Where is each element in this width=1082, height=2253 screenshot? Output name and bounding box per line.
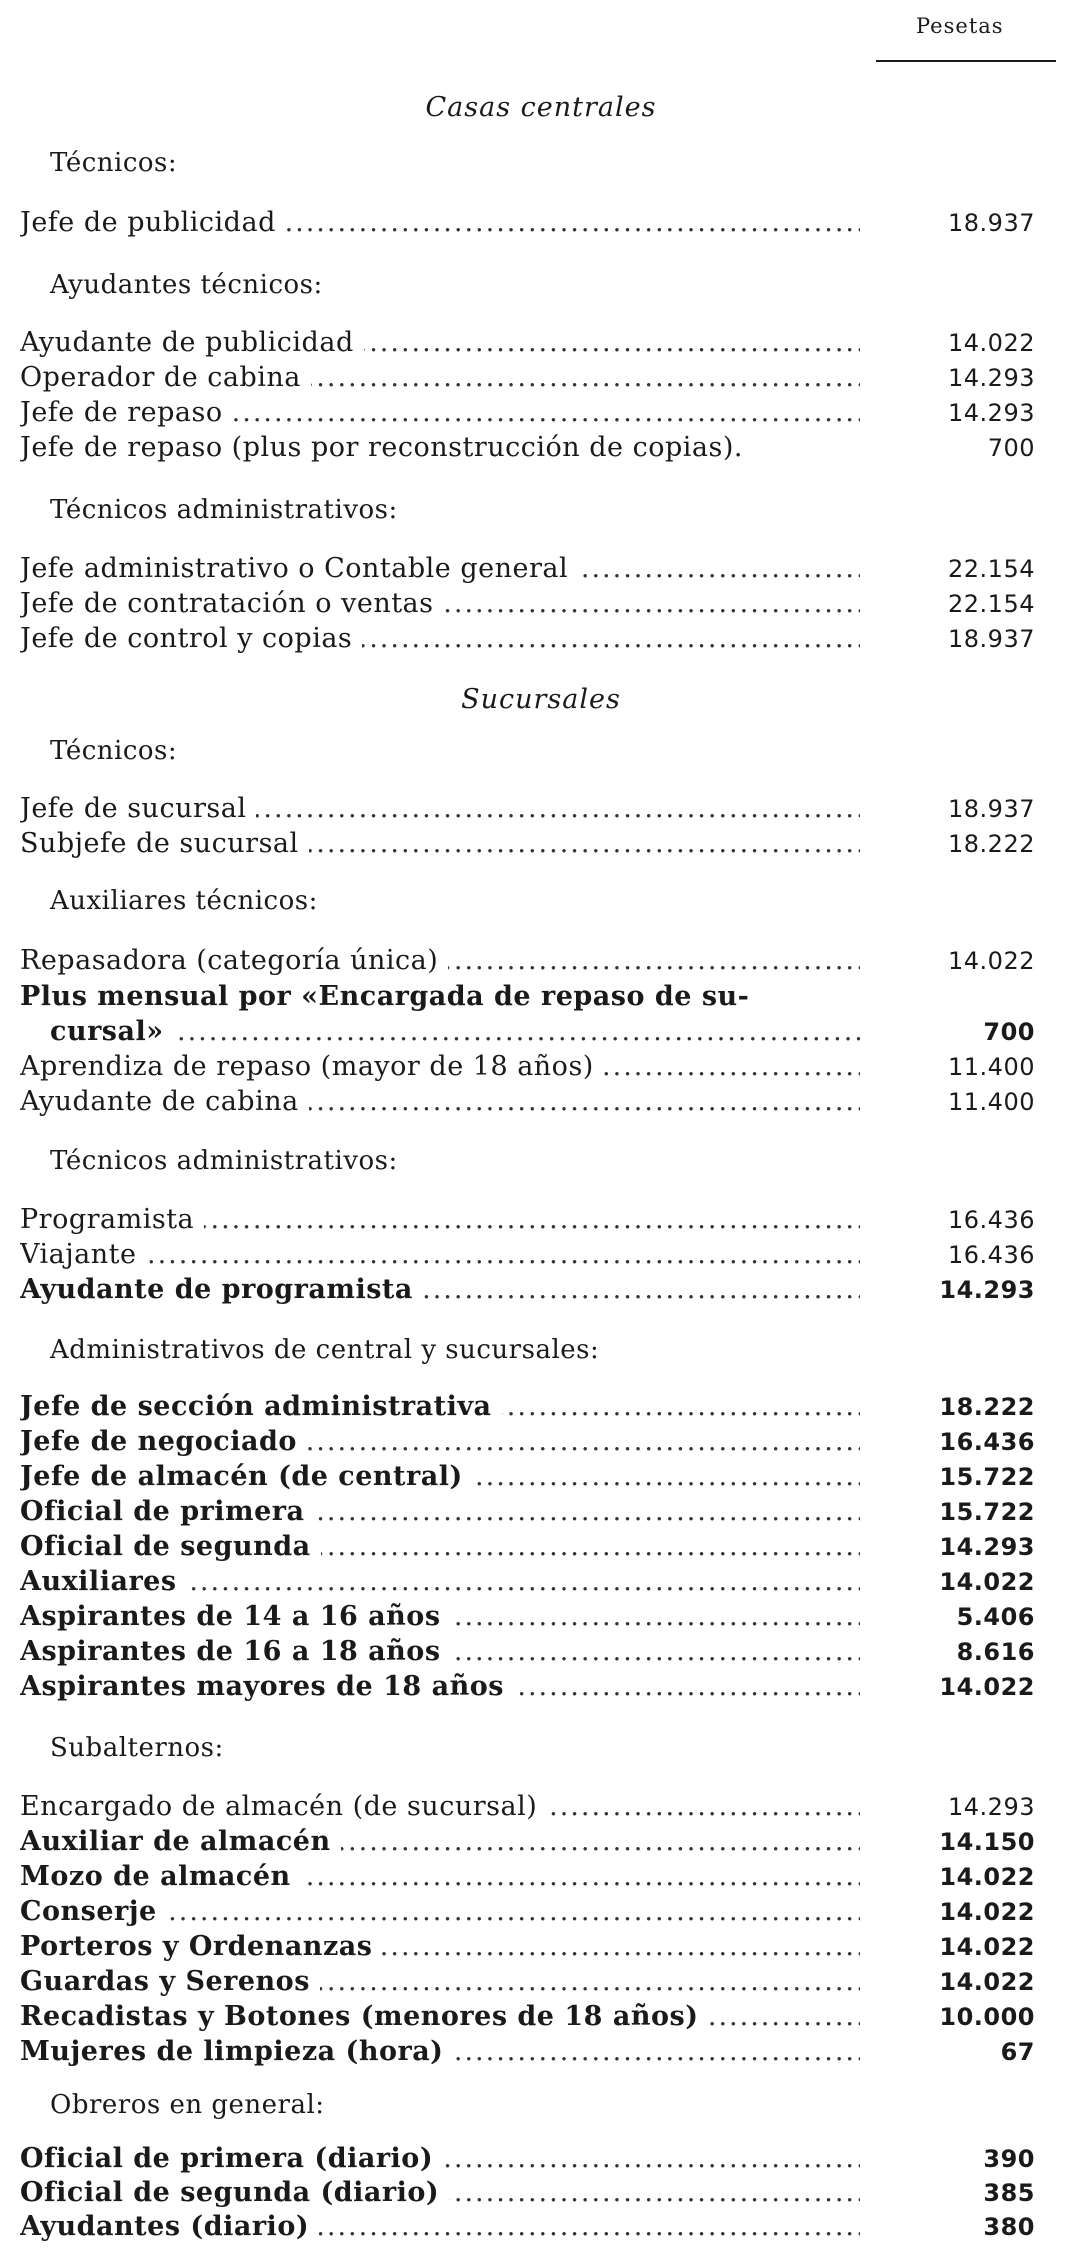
row-value: 14.293 bbox=[939, 1533, 1035, 1561]
table-row bbox=[20, 1050, 1035, 1084]
row-value: 14.022 bbox=[939, 1673, 1035, 1701]
row-label: Recadistas y Botones (menores de 18 años) bbox=[20, 2001, 708, 2032]
row-label: Jefe de sección administrativa bbox=[20, 1391, 502, 1422]
row-label: Repasadora (categoría única) bbox=[20, 945, 448, 976]
table-row bbox=[20, 431, 1035, 465]
row-value: 18.937 bbox=[948, 625, 1035, 653]
table-row bbox=[20, 1895, 1035, 1929]
row-label: Aprendiza de repaso (mayor de 18 años) bbox=[20, 1051, 604, 1082]
table-row bbox=[20, 944, 1035, 978]
row-value: 14.022 bbox=[939, 1898, 1035, 1926]
row-value: 700 bbox=[983, 1018, 1035, 1046]
row-value: 22.154 bbox=[948, 590, 1035, 618]
row-value: 14.022 bbox=[948, 947, 1035, 975]
row-label: Jefe de almacén (de central) bbox=[20, 1461, 473, 1492]
table-row bbox=[20, 206, 1035, 240]
table-row bbox=[20, 1565, 1035, 1599]
row-value: 18.937 bbox=[948, 209, 1035, 237]
heading-administrativos: Administrativos de central y sucursales: bbox=[50, 1335, 600, 1365]
row-value: 11.400 bbox=[948, 1088, 1035, 1116]
row-label: Auxiliar de almacén bbox=[20, 1826, 341, 1857]
row-label: Ayudante de cabina bbox=[20, 1086, 309, 1117]
row-label: Conserje bbox=[20, 1896, 167, 1927]
row-label: Jefe de sucursal bbox=[20, 793, 256, 824]
table-row bbox=[20, 1530, 1035, 1564]
row-label: Porteros y Ordenanzas bbox=[20, 1931, 382, 1962]
row-label: Jefe administrativo o Contable general bbox=[20, 553, 578, 584]
row-label: Mozo de almacén bbox=[20, 1861, 301, 1892]
table-row bbox=[20, 1670, 1035, 1704]
row-value: 15.722 bbox=[939, 1498, 1035, 1526]
row-label: Operador de cabina bbox=[20, 362, 311, 393]
table-row bbox=[20, 1790, 1035, 1824]
row-value: 15.722 bbox=[939, 1463, 1035, 1491]
row-value: 16.436 bbox=[948, 1206, 1035, 1234]
heading-ayudantes-tecnicos: Ayudantes técnicos: bbox=[50, 270, 323, 300]
row-value: 385 bbox=[983, 2179, 1035, 2207]
row-value: 5.406 bbox=[956, 1603, 1035, 1631]
row-label: Viajante bbox=[20, 1239, 146, 1270]
table-row bbox=[20, 396, 1035, 430]
row-value: 16.436 bbox=[939, 1428, 1035, 1456]
table-row bbox=[20, 587, 1035, 621]
row-value: 700 bbox=[987, 434, 1035, 462]
row-value: 14.293 bbox=[948, 1793, 1035, 1821]
table-row bbox=[20, 1390, 1035, 1424]
table-row bbox=[20, 827, 1035, 861]
row-label: Programista bbox=[20, 1204, 204, 1235]
row-label: Guardas y Serenos bbox=[20, 1966, 320, 1997]
row-label: Encargado de almacén (de sucursal) bbox=[20, 1791, 547, 1822]
table-row bbox=[20, 1600, 1035, 1634]
heading-auxiliares-tecnicos: Auxiliares técnicos: bbox=[50, 886, 318, 916]
row-label: Aspirantes mayores de 18 años bbox=[20, 1671, 514, 1702]
row-label: Jefe de publicidad bbox=[20, 207, 286, 238]
row-label: Jefe de contratación o ventas bbox=[20, 588, 444, 619]
table-row bbox=[20, 2035, 1035, 2069]
row-label: Jefe de control y copias bbox=[20, 623, 362, 654]
table-row bbox=[20, 1425, 1035, 1459]
row-value: 67 bbox=[1000, 2038, 1035, 2066]
table-row bbox=[20, 552, 1035, 586]
table-row bbox=[20, 1825, 1035, 1859]
row-value: 16.436 bbox=[948, 1241, 1035, 1269]
table-row bbox=[20, 792, 1035, 826]
row-label: Oficial de primera (diario) bbox=[20, 2143, 443, 2174]
row-value: 380 bbox=[983, 2213, 1035, 2241]
row-value: 22.154 bbox=[948, 555, 1035, 583]
table-row bbox=[20, 2210, 1035, 2244]
table-row bbox=[20, 1203, 1035, 1237]
row-value: 390 bbox=[983, 2145, 1035, 2173]
table-row bbox=[20, 622, 1035, 656]
row-value: 14.150 bbox=[939, 1828, 1035, 1856]
table-row bbox=[20, 1930, 1035, 1964]
row-label: Oficial de segunda bbox=[20, 1531, 321, 1562]
table-row bbox=[20, 980, 1035, 1014]
table-row bbox=[20, 1635, 1035, 1669]
table-row bbox=[20, 2142, 1035, 2176]
row-value: 11.400 bbox=[948, 1053, 1035, 1081]
row-label: Jefe de repaso bbox=[20, 397, 233, 428]
heading-tecnicos: Técnicos: bbox=[50, 736, 178, 766]
table-row bbox=[20, 1965, 1035, 1999]
table-row bbox=[20, 1860, 1035, 1894]
row-value: 14.293 bbox=[948, 399, 1035, 427]
table-row bbox=[20, 2000, 1035, 2034]
table-row bbox=[20, 1238, 1035, 1272]
row-label: Oficial de primera bbox=[20, 1496, 315, 1527]
row-label: Jefe de repaso (plus por reconstrucción de copias). bbox=[20, 432, 753, 463]
heading-tecnicos: Técnicos: bbox=[50, 148, 178, 178]
row-label: Jefe de negociado bbox=[20, 1426, 307, 1457]
row-value: 10.000 bbox=[939, 2003, 1035, 2031]
heading-tecnicos-administrativos: Técnicos administrativos: bbox=[50, 495, 398, 525]
row-label: Aspirantes de 16 a 18 años bbox=[20, 1636, 451, 1667]
row-value: 14.293 bbox=[948, 364, 1035, 392]
row-value: 18.937 bbox=[948, 795, 1035, 823]
heading-tecnicos-administrativos: Técnicos administrativos: bbox=[50, 1146, 398, 1176]
currency-column-header: Pesetas bbox=[916, 14, 1004, 38]
row-label: Auxiliares bbox=[20, 1566, 187, 1597]
row-value: 14.022 bbox=[939, 1863, 1035, 1891]
table-row bbox=[20, 361, 1035, 395]
row-label: Ayudantes (diario) bbox=[20, 2211, 319, 2242]
row-label: Subjefe de sucursal bbox=[20, 828, 309, 859]
row-label: Oficial de segunda (diario) bbox=[20, 2177, 449, 2208]
row-label: Ayudante de programista bbox=[20, 1274, 423, 1305]
table-row bbox=[20, 1495, 1035, 1529]
row-label: Plus mensual por «Encargada de repaso de su- bbox=[20, 981, 759, 1012]
table-row bbox=[20, 1460, 1035, 1494]
table-row bbox=[20, 2176, 1035, 2210]
row-value: 14.022 bbox=[939, 1968, 1035, 1996]
row-label: Ayudante de publicidad bbox=[20, 327, 364, 358]
row-label: Aspirantes de 14 a 16 años bbox=[20, 1601, 451, 1632]
table-row bbox=[20, 326, 1035, 360]
row-value: 8.616 bbox=[956, 1638, 1035, 1666]
header-rule bbox=[876, 60, 1056, 62]
row-value: 14.293 bbox=[939, 1276, 1035, 1304]
table-row bbox=[20, 1273, 1035, 1307]
section-title-casas-centrales: Casas centrales bbox=[425, 92, 657, 123]
table-row bbox=[20, 1015, 1035, 1049]
row-value: 14.022 bbox=[948, 329, 1035, 357]
row-label: cursal» bbox=[50, 1016, 174, 1047]
row-value: 18.222 bbox=[948, 830, 1035, 858]
heading-obreros: Obreros en general: bbox=[50, 2090, 325, 2120]
row-value: 14.022 bbox=[939, 1933, 1035, 1961]
row-label: Mujeres de limpieza (hora) bbox=[20, 2036, 453, 2067]
section-title-sucursales: Sucursales bbox=[461, 684, 621, 715]
table-row bbox=[20, 1085, 1035, 1119]
row-value: 14.022 bbox=[939, 1568, 1035, 1596]
row-value: 18.222 bbox=[939, 1393, 1035, 1421]
heading-subalternos: Subalternos: bbox=[50, 1733, 224, 1763]
